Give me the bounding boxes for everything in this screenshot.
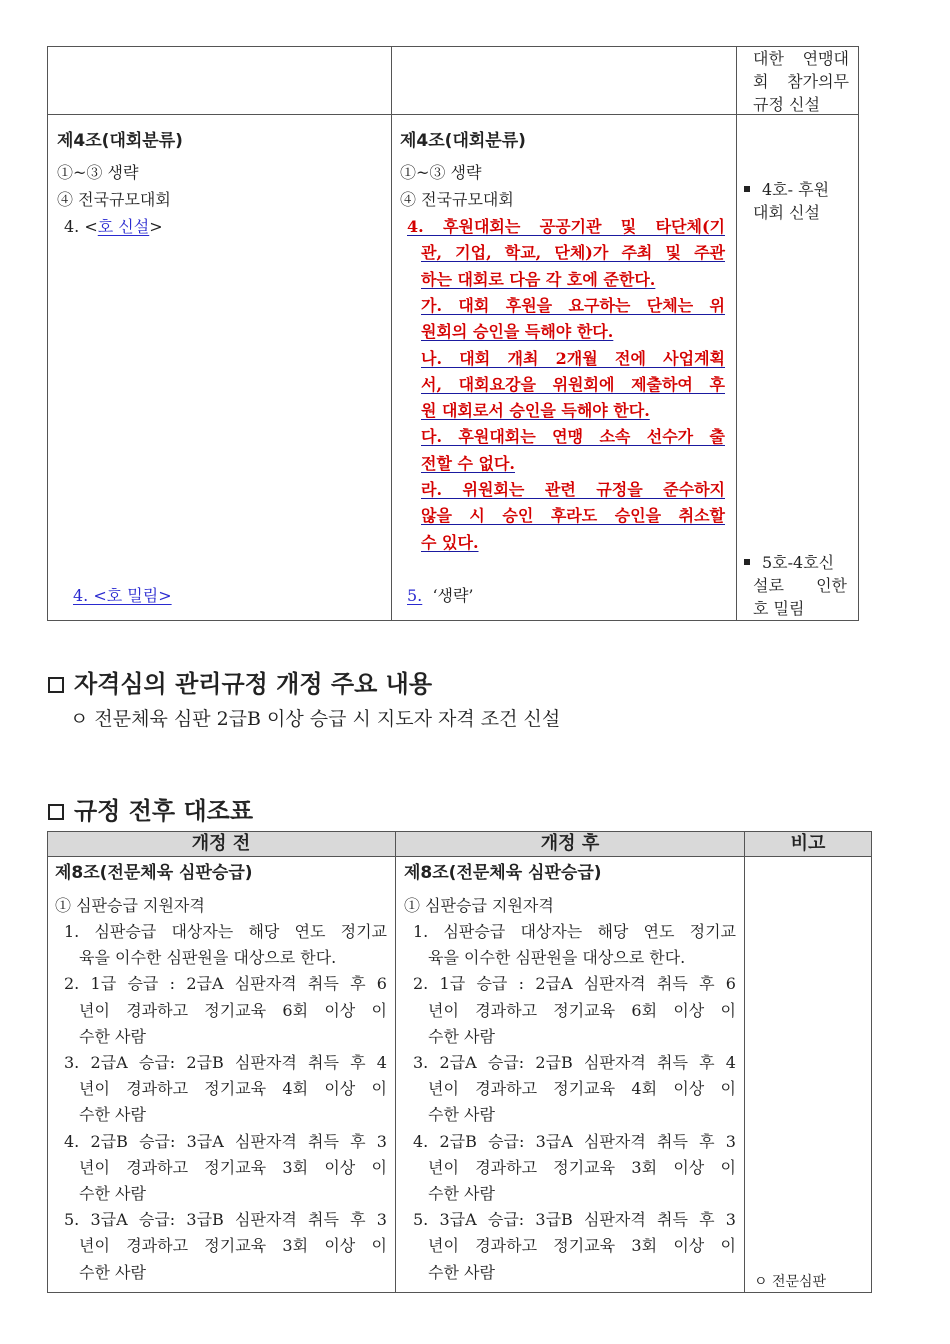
amendment-line: 4. 후원대회는 공공기관 및 타단체(기 bbox=[407, 217, 725, 236]
requirement-line: 3. 2급A 승급: 2급B 심판자격 취득 후 4 bbox=[64, 1053, 387, 1072]
requirement-line: 2. 1급 승급 : 2급A 심판자격 취득 후 6 bbox=[413, 974, 736, 994]
section-title-comparison bbox=[48, 791, 253, 826]
item4-suffix: > bbox=[149, 217, 163, 236]
requirement-line: 수한 사람 bbox=[79, 1184, 146, 1203]
item4-link: 호 신설 bbox=[97, 217, 150, 236]
bullet-icon bbox=[744, 559, 750, 565]
note-row1 bbox=[753, 49, 849, 115]
amendment-line: 수 있다. bbox=[421, 532, 479, 552]
bullet-icon bbox=[744, 186, 750, 192]
note-referee: ㅇ 전문심판 bbox=[754, 1274, 827, 1290]
note-line: 규정 신설 bbox=[753, 95, 820, 114]
requirement-line: 년이 경과하고 정기교육 4회 이상 이 bbox=[428, 1079, 736, 1099]
amendment-line: 서, 대회요강을 위원회에 제출하여 후 bbox=[421, 374, 725, 394]
requirement-line: 3. 2급A 승급: 2급B 심판자격 취득 후 4 bbox=[413, 1053, 736, 1072]
header-note: 비고 bbox=[790, 833, 826, 854]
article-heading-after: 제4조(대회분류) bbox=[400, 131, 526, 151]
requirement-line: 년이 경과하고 정기교육 6회 이상 이 bbox=[79, 1000, 387, 1020]
item5-number: 5. bbox=[407, 586, 423, 605]
amendment-line: 나. 대회 개최 2개월 전에 사업계획 bbox=[421, 348, 725, 368]
requirement-line: 수한 사람 bbox=[428, 1105, 495, 1125]
item-line: ①~③ 생략 bbox=[57, 163, 139, 182]
requirement-line: 5. 3급A 승급: 3급B 심판자격 취득 후 3 bbox=[64, 1210, 387, 1230]
note-line: 대회 신설 bbox=[753, 203, 820, 222]
item4-prefix: 4. < bbox=[64, 217, 98, 236]
item5-after bbox=[407, 586, 474, 606]
amendment-line: 관, 기업, 학교, 단체)가 주최 및 주관 bbox=[421, 243, 725, 263]
amendment-line: 않을 시 승인 후라도 승인을 취소할 bbox=[421, 506, 725, 526]
requirement-line: 년이 경과하고 정기교육 3회 이상 이 bbox=[79, 1157, 387, 1177]
note-line bbox=[744, 553, 848, 573]
requirement-line: 수한 사람 bbox=[79, 1105, 146, 1125]
article-heading: 제8조(전문체육 심판승급) bbox=[404, 863, 602, 883]
requirement-line: 5. 3급A 승급: 3급B 심판자격 취득 후 3 bbox=[413, 1210, 736, 1230]
item5-before: 4. <호 밀림> bbox=[73, 586, 172, 605]
amendment-line: 라. 위원회는 관련 규정을 준수하지 bbox=[421, 480, 725, 499]
note-text: 5호-4호신 bbox=[762, 553, 835, 572]
section-bullet: ㅇ 전문체육 심판 2급B 이상 승급 시 지도자 자격 조건 신설 bbox=[70, 708, 561, 730]
checkbox-square-icon bbox=[48, 804, 64, 820]
checkbox-square-icon bbox=[48, 677, 64, 693]
amendment-line: 가. 대회 후원을 요구하는 단체는 위 bbox=[421, 295, 725, 315]
amendment-line: 원회의 승인을 득해야 한다. bbox=[421, 322, 614, 342]
item4-before bbox=[64, 217, 163, 237]
article-heading: 제8조(전문체육 심판승급) bbox=[55, 863, 253, 883]
section-title-text: 자격심의 관리규정 개정 주요 내용 bbox=[74, 670, 432, 698]
requirement-line: 1. 심판승급 대상자는 해당 연도 정기교 bbox=[64, 922, 387, 941]
section-title-qualification bbox=[48, 664, 432, 699]
note-line: 회 참가의무 bbox=[753, 72, 849, 91]
item-line: ④ 전국규모대회 bbox=[400, 190, 514, 209]
note-bottom bbox=[744, 553, 848, 619]
header-after: 개정 후 bbox=[540, 833, 600, 854]
header-before: 개정 전 bbox=[191, 833, 251, 854]
item-line: ④ 전국규모대회 bbox=[57, 190, 171, 209]
amendment-line: 다. 후원대회는 연맹 소속 선수가 출 bbox=[421, 427, 725, 447]
item-line: ①~③ 생략 bbox=[400, 163, 482, 182]
comparison-table-2 bbox=[47, 831, 872, 1293]
requirement-line: 수한 사람 bbox=[428, 1184, 495, 1203]
requirement-line: 육을 이수한 심판원을 대상으로 한다. bbox=[79, 948, 337, 968]
amendment-line: 하는 대회로 다음 각 호에 준한다. bbox=[421, 269, 656, 289]
intro-line: ① 심판승급 지원자격 bbox=[55, 896, 205, 915]
article-heading-before: 제4조(대회분류) bbox=[57, 131, 183, 151]
requirement-line: 수한 사람 bbox=[79, 1262, 146, 1282]
comparison-table-1 bbox=[47, 46, 858, 620]
requirement-line: 수한 사람 bbox=[428, 1262, 495, 1282]
requirement-line: 4. 2급B 승급: 3급A 심판자격 취득 후 3 bbox=[413, 1131, 736, 1151]
requirement-line: 년이 경과하고 정기교육 6회 이상 이 bbox=[428, 1000, 736, 1020]
requirement-line: 1. 심판승급 대상자는 해당 연도 정기교 bbox=[413, 922, 736, 941]
intro-line: ① 심판승급 지원자격 bbox=[404, 896, 554, 915]
note-text: 4호- 후원 bbox=[762, 180, 830, 199]
requirement-line: 4. 2급B 승급: 3급A 심판자격 취득 후 3 bbox=[64, 1131, 387, 1151]
requirement-line: 년이 경과하고 정기교육 4회 이상 이 bbox=[79, 1079, 387, 1099]
requirement-line: 년이 경과하고 정기교육 3회 이상 이 bbox=[79, 1236, 387, 1256]
section-title-text: 규정 전후 대조표 bbox=[74, 797, 253, 825]
note-line: 호 밀림 bbox=[753, 599, 805, 618]
amendment-line: 전할 수 없다. bbox=[421, 453, 515, 473]
requirement-line: 육을 이수한 심판원을 대상으로 한다. bbox=[428, 948, 686, 968]
item5-text: ‘생략’ bbox=[432, 586, 474, 605]
requirement-line: 년이 경과하고 정기교육 3회 이상 이 bbox=[428, 1157, 736, 1177]
requirement-line: 2. 1급 승급 : 2급A 심판자격 취득 후 6 bbox=[64, 974, 387, 994]
note-line: 설로 인한 bbox=[753, 576, 847, 595]
requirement-line: 년이 경과하고 정기교육 3회 이상 이 bbox=[428, 1236, 736, 1256]
requirement-line: 수한 사람 bbox=[79, 1026, 146, 1046]
note-line: 대한 연맹대 bbox=[753, 49, 849, 68]
note-line bbox=[744, 180, 848, 200]
requirement-line: 수한 사람 bbox=[428, 1026, 495, 1046]
note-top bbox=[744, 180, 848, 223]
amendment-line: 원 대회로서 승인을 득해야 한다. bbox=[421, 401, 650, 421]
